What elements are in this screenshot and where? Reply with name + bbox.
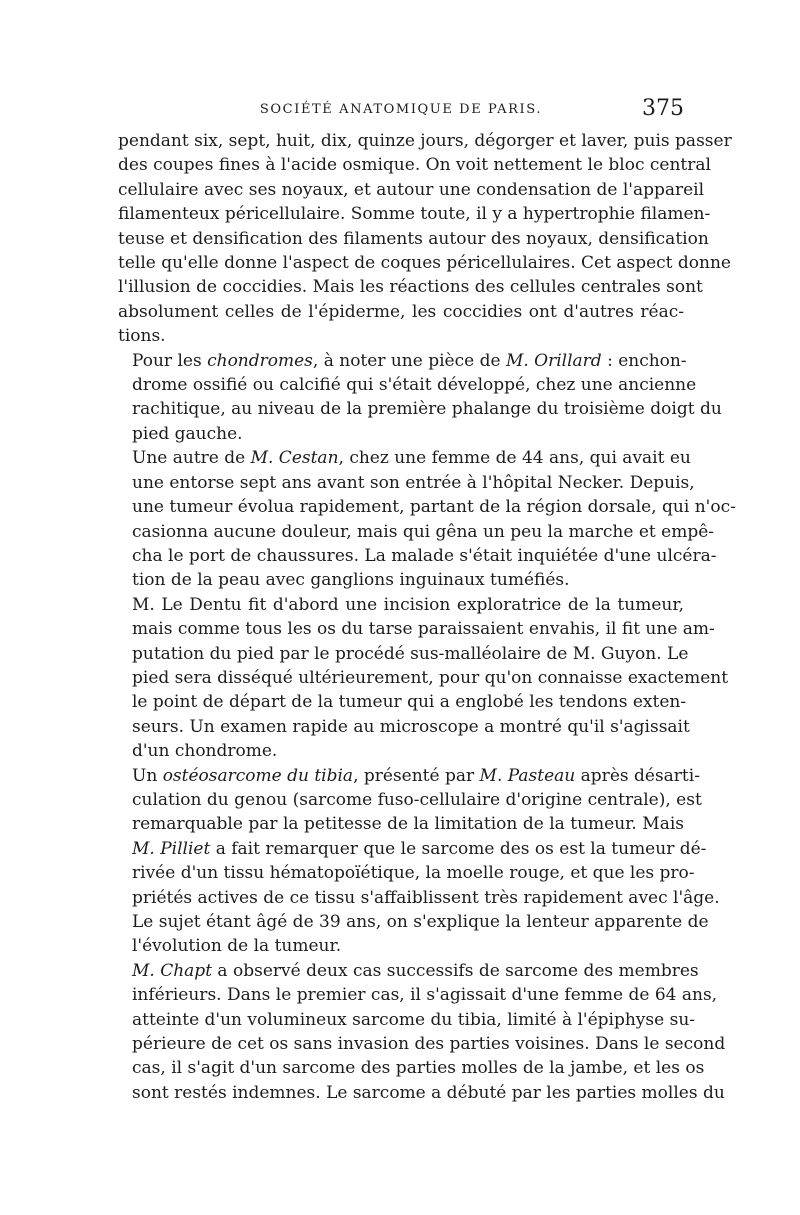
text-line: sont restés indemnes. Le sarcome a débuté par les parties molles du [132,1082,725,1103]
text-line: périeure de cet os sans invasion des parties voisines. Dans le second [132,1034,726,1055]
text-line: putation du pied par le procédé sus-malléolaire de M. Guyon. Le [132,643,689,664]
text-line: pendant six, sept, huit, dix, quinze jours, dégorger et laver, puis passer [118,131,732,151]
paragraph-p2 [118,349,722,447]
text-line: tions. [118,326,166,347]
italic-name: M. Cestan [250,448,339,469]
running-head [118,96,684,124]
page-number: 375 [642,96,684,121]
text-line: des coupes fines à l'acide osmique. On voit nettement le bloc central [118,155,711,176]
text-line: d'un chondrome. [132,741,278,762]
text-line: priétés actives de ce tissu s'affaiblissent très rapidement avec l'âge. [132,887,720,908]
text-line: cas, il s'agit d'un sarcome des parties molles de la jambe, et les os [132,1058,705,1079]
text-line: absolument celles de l'épiderme, les coccidies ont d'autres réac- [118,301,684,322]
text-line: atteinte d'un volumineux sarcome du tibia, limité à l'épiphyse su- [132,1009,696,1030]
italic-name: M. Chapt [132,960,213,981]
text-line: remarquable par la petitesse de la limitation de la tumeur. Mais [132,814,684,835]
text-line: Le sujet étant âgé de 39 ans, on s'explique la lenteur apparente de [132,912,709,932]
italic-name: M. Pilliet [132,838,211,859]
text-line: mais comme tous les os du tarse paraissaient envahis, il fit une am- [132,619,715,640]
text-line: inférieurs. Dans le premier cas, il s'agissait d'une femme de 64 ans, [132,985,718,1006]
text-line: Une autre de M. Cestan, chez une femme de 44 ans, qui avait eu [132,448,691,469]
paragraph-p1 [118,129,732,349]
italic-name: ostéosarcome du tibia [162,765,354,786]
text-line: Pour les chondromes, à noter une pièce de M. Orillard : enchon- [132,350,687,371]
text-line: cellulaire avec ses noyaux, et autour une condensation de l'appareil [118,179,705,200]
paragraph-p5 [118,764,720,959]
text-line: M. Le Dentu fit d'abord une incision exploratrice de la tumeur, [132,594,684,615]
book-page [118,96,736,1166]
italic-name: M. Pasteau [479,765,576,786]
text-line: seurs. Un examen rapide au microscope a montré qu'il s'agissait [132,716,690,737]
text-line: telle qu'elle donne l'aspect de coques péricellulaires. Cet aspect donne [118,253,731,274]
text-line: le point de départ de la tumeur qui a englobé les tendons exten- [132,692,687,713]
paragraph-p6 [118,959,726,1105]
text-line: casionna aucune douleur, mais qui gêna un peu la marche et empê- [132,521,715,542]
text-line: filamenteux péricellulaire. Somme toute, il y a hypertrophie filamen- [118,204,711,225]
text-line: une tumeur évolua rapidement, partant de la région dorsale, qui n'oc- [132,497,736,518]
body-text [118,129,736,1105]
text-line: une entorse sept ans avant son entrée à l'hôpital Necker. Depuis, [132,472,695,493]
text-line: teuse et densification des filaments autour des noyaux, densification [118,228,709,249]
running-head-title: SOCIÉTÉ ANATOMIQUE DE PARIS. [259,102,543,117]
text-line: l'illusion de coccidies. Mais les réactions des cellules centrales sont [118,277,703,298]
text-line: drome ossifié ou calcifié qui s'était développé, chez une ancienne [132,375,697,396]
text-line: rivée d'un tissu hématopoïétique, la moelle rouge, et que les pro- [132,863,695,884]
text-line: Un ostéosarcome du tibia, présenté par M. Pasteau après désarti- [132,765,700,786]
paragraph-p3 [118,446,736,592]
text-line: culation du genou (sarcome fuso-cellulaire d'origine centrale), est [132,789,702,810]
italic-name: chondromes [207,350,313,371]
text-line: cha le port de chaussures. La malade s'était inquiétée d'une ulcéra- [132,545,717,566]
text-line: pied gauche. [132,423,243,444]
italic-name: M. Orillard [505,350,602,371]
text-line: M. Chapt a observé deux cas successifs de sarcome des membres [132,960,699,981]
text-line: M. Pilliet a fait remarquer que le sarcome des os est la tumeur dé- [132,838,707,859]
text-line: rachitique, au niveau de la première phalange du troisième doigt du [132,399,722,420]
text-line: tion de la peau avec ganglions inguinaux tuméfiés. [132,570,570,591]
paragraph-p4 [118,593,729,764]
text-line: l'évolution de la tumeur. [132,936,342,957]
text-line: pied sera disséqué ultérieurement, pour qu'on connaisse exactement [132,667,729,688]
